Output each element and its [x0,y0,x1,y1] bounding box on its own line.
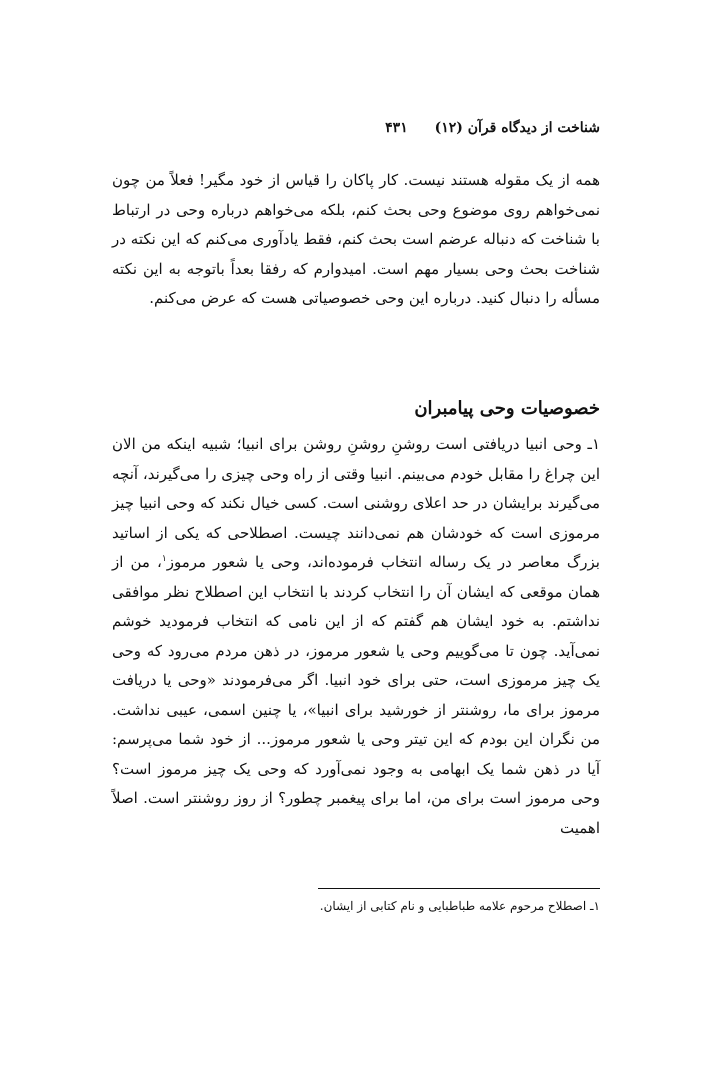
section-paragraph [112,430,600,843]
page-number: ۴۳۱ [385,120,408,136]
running-title: شناخت از دیدگاه قرآن (۱۲) [434,120,600,136]
intro-paragraph: همه از یک مقوله هستند نیست. کار پاکان را قیاس از خود مگیر! فعلاً من چون نمی‌خواهم روی موضوع وحی بحث کنم، بلکه می‌خواهم درباره وحی در ارتباط با شناخت که دنباله عرضم است بحث کنم، فقط یادآوری می‌کنم که این نکته در شناخت بحث وحی بسیار مهم است. امیدوارم که رفقا بعداً باتوجه به این نکته مسأله را دنبال کنید. درباره این وحی خصوصیاتی هست که عرض می‌کنم. [112,171,600,307]
paragraph-text-after-note: ، من از همان موقعی که ایشان آن را انتخاب کردند با انتخاب این اصطلاح نظر موافقی نداشتم. به خود ایشان هم گفتم که از این نامی که انتخاب فرمودید خوشم نمی‌آید. چون تا می‌گوییم وحی یا شعور مرموز، در ذهن مردم می‌رود که وحی یک چیز مرموزی است، حتی برای خود انبیا. اگر می‌فرمودند «وحی یا دریافت مرموز برای ما، روشنتر از خورشید برای انبیا»، یا چنین اسمی، عیبی نداشت. من نگران این بودم که این تیتر وحی یا شعور مرموز... از خود شما می‌پرسم: آیا در ذهن شما یک ابهامی به وجود نمی‌آورد که وحی یک چیز مرموز است؟ وحی مرموز است برای من، اما برای پیغمبر چطور؟ از روز روشنتر است. اصلاً اهمیت [112,553,600,837]
footnote-divider [318,888,600,889]
section-heading: خصوصیات وحی پیامبران [414,398,600,419]
book-page [112,0,600,1065]
running-header [112,120,600,144]
paragraph-text-before-note: ۱ـ وحی انبیا دریافتی است روشنِ روشنِ روشن برای انبیا؛ شبیه اینکه من الان این چراغ را مقابل خودم می‌بینم. انبیا وقتی از راه وحی چیزی را می‌گیرند، آنچه می‌گیرند برایشان در حد اعلای روشنی است. کسی خیال نکند که وحی انبیا چیز مرموزی است که خودشان هم نمی‌دانند چیست. اصطلاحی که یکی از اساتید بزرگ معاصر در یک رساله انتخاب فرموده‌اند، وحی یا شعور مرموز [112,435,600,571]
footnote: ۱ـ اصطلاح مرحوم علامه طباطبایی و نام کتابی از ایشان. [319,899,600,913]
footnote-marker: ۱ [161,554,167,564]
